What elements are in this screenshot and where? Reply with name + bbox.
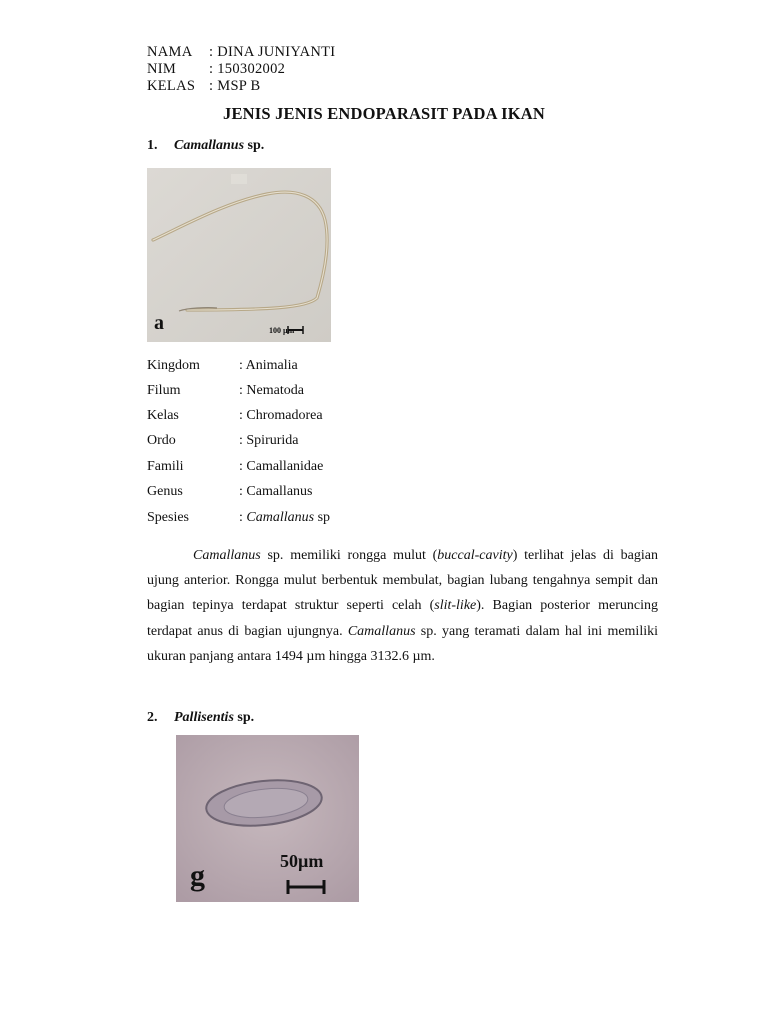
page-title: JENIS JENIS ENDOPARASIT PADA IKAN [223, 104, 545, 123]
section-2-genus: Pallisentis [174, 710, 234, 725]
taxonomy-value: : Spirurida [239, 433, 299, 448]
taxonomy-row [147, 408, 323, 424]
taxonomy-value: : Animalia [239, 358, 298, 373]
figure-a-scale: 100 µm [269, 326, 295, 335]
figure-g-label: g [190, 859, 205, 892]
paragraph-italic: Camallanus [347, 623, 416, 639]
taxonomy-value: : Chromadorea [239, 408, 323, 423]
taxonomy-row [147, 459, 323, 475]
section-1-heading [147, 138, 264, 154]
taxonomy-row [147, 433, 299, 449]
taxonomy-row [147, 510, 330, 526]
taxonomy-row [147, 358, 298, 374]
taxonomy-key: Genus [147, 484, 183, 499]
taxonomy-key: Ordo [147, 433, 176, 448]
worm-illustration [147, 168, 331, 342]
name-value: : DINA JUNIYANTI [209, 44, 336, 60]
figure-g-scale: 50µm [280, 851, 324, 871]
section-1-genus: Camallanus [174, 138, 245, 153]
paragraph-italic: Camallanus [193, 548, 261, 563]
section-2-number: 2. [147, 710, 158, 725]
name-label: NAMA [147, 44, 193, 60]
taxonomy-value-suffix: sp [314, 510, 331, 525]
taxonomy-value: : Camallanidae [239, 459, 324, 474]
paragraph-italic: buccal-cavity [437, 548, 513, 563]
class-row [147, 78, 261, 95]
camallanus-micrograph [147, 168, 331, 342]
figure-a-label: a [154, 312, 164, 334]
taxonomy-row [147, 383, 304, 399]
name-row [147, 44, 335, 61]
taxonomy-value: : Nematoda [239, 383, 304, 398]
nim-value: : 150302002 [209, 61, 286, 77]
taxonomy-key: Filum [147, 383, 181, 398]
class-label: KELAS [147, 78, 196, 94]
paragraph-text: sp. yang teramati dalam hal ini memiliki ukuran panjang antara 1494 µm hingga 3132.6 µm. [147, 623, 658, 664]
paragraph-text: ). Bagian posterior meruncing terdapat anus di bagian ujungnya. [147, 598, 659, 639]
taxonomy-value: : Camallanus [239, 484, 313, 499]
taxonomy-key: Famili [147, 459, 184, 474]
taxonomy-value-italic: Camallanus [246, 510, 315, 525]
nim-label: NIM [147, 61, 177, 77]
taxonomy-key: Kelas [147, 408, 179, 423]
paragraph-italic: slit-like [434, 598, 477, 614]
taxonomy-key: Spesies [147, 510, 189, 525]
paragraph-text: ) terlihat jelas di bagian ujung anterior. Rongga mulut berbentuk membulat, bagian lubang tengahnya sempit dan bagian tepinya terdapat struktur seperti celah ( [147, 548, 658, 614]
section-2-heading [147, 710, 254, 726]
pallisentis-micrograph [176, 735, 359, 902]
camallanus-description [147, 543, 658, 669]
paragraph-text: sp. memiliki rongga mulut ( [260, 548, 438, 563]
taxonomy-key: Kingdom [147, 358, 200, 373]
taxonomy-row [147, 484, 313, 500]
section-1-suffix: sp. [244, 138, 265, 153]
taxonomy-value-prefix: : [239, 510, 247, 525]
nim-row [147, 61, 285, 78]
section-2-suffix: sp. [233, 710, 255, 725]
class-value: : MSP B [209, 78, 261, 94]
section-1-number: 1. [147, 138, 158, 153]
